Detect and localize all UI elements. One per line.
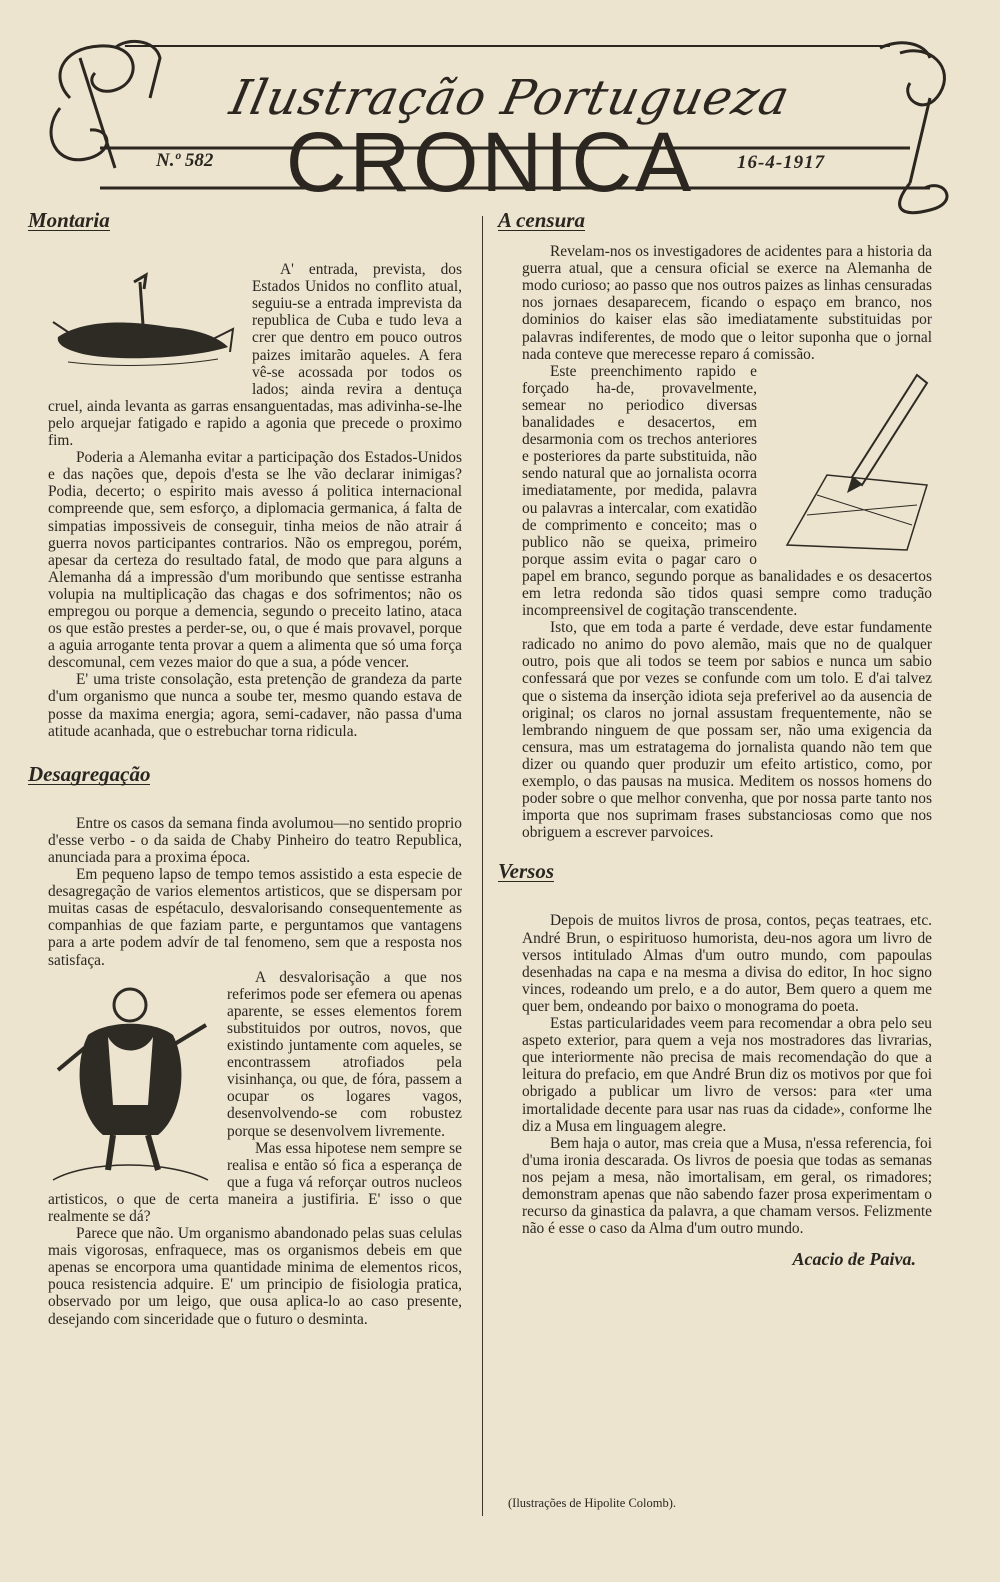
fallen-eagle-illustration — [48, 267, 238, 387]
issue-number: N.º 582 — [156, 150, 214, 171]
montaria-paragraph-2: Poderia a Alemanha evitar a participação dos Estados-Unidos e das nações que, depois d'esta se lhe vão declarar inimigas? Podia, decerto; o espirito mais avesso á politica internacional compreende que, sem esforço, a diplomacia germanica, á falta de simpatias impossiveis de conseguir, tinha meios de não atrair á guerra novos participantes contrarios. Não os empregou, porém, apesar da certeza do resultado fatal, de modo que para alguns a Alemanha dá a impressão d'um moribundo que sentisse estranha volupia na multiplicação das chagas e dos sofrimentos; não os empregou ou porque a demencia, segundo o preceito latino, ataca os que estão prestes a perder-se, ou, o que é mais provavel, porque a aguia arrogante tenta provar a quem a alimenta que só uma força descomunal, cem vezes maior do que a sua, a póde vencer. — [48, 449, 462, 672]
illustration-credits: (Ilustrações de Hipolite Colomb). — [508, 1496, 677, 1510]
desagregacao-paragraph-3 — [48, 969, 462, 1140]
desagregacao-paragraph-5: Parece que não. Um organismo abandonado pelas suas celulas mais vigorosas, enfraquece, mas os organismos debeis em que apenas se encorpora uma quantidade minima de elementos ricos, pouca resistencia adquire. E' um principio de fisiologia pratica, observado por um leigo, que ousa aplica-lo ao caso presente, desejando com sinceridade que o futuro o desminta. — [48, 1225, 462, 1328]
column-divider — [482, 216, 483, 1516]
desagregacao-paragraph-4: Mas essa hipotese nem sempre se realisa e então só fica a esperança de que a fuga vá reforçar outros nucleos artisticos, o que de certa maneira a justifiria. E' isso o que realmente se dá? — [48, 1139, 462, 1225]
versos-paragraph-1: Depois de muitos livros de prosa, contos, peças teatraes, etc. André Brun, o espirituoso humorista, deu-nos agora um livro de versos intitulado Almas d'um outro mundo, com papoulas desenhadas na capa e na mesma a divisa do editor, In hoc signo vinces, rodeando um prelo, e a do autor, Bem quero a quem me quer bem, ondeando por baixo o monograma do poeta. — [522, 912, 932, 1015]
issue-date: 16-4-1917 — [737, 152, 826, 173]
desagregacao-paragraph-1: Entre os casos da semana finda avolumou—no sentido proprio d'esse verbo - o da saida de Chaby Pinheiro do teatro Republica, anunciada para a proxima época. — [48, 814, 462, 866]
masthead-title: CRONICA — [285, 115, 695, 209]
masthead-script-title: Ilustração Portugueza — [225, 70, 795, 126]
author-signature: Acacio de Paiva. — [792, 1249, 916, 1270]
section-title-desagregacao: Desagregação — [28, 761, 151, 786]
censura-text-2: Este preenchimento rapido e forçado ha-de, provavelmente, semear no periodico diversas banalidades e desacertos, em desarmonia com os trechos anteriores e posteriores da parte substituida, não sendo natural que ao jornalista ocorra imediatamente, por medida, palavra ou palavras a intercalar, com exatidão de comprimento e conceito; mas o publico não se queixa, primeiro porque assim evita o pagar caro o papel em branco, segundo porque as banalidades e os desacertos em letra redonda são tidos quasi sempre como tradução incompreensivel de cogitação transcendente. — [522, 362, 932, 620]
censura-paragraph-1: Revelam-nos os investigadores de acidentes para a historia da guerra atual, que a censura oficial se exerce na Alemanha de modo curioso; ao passo que nos outros paizes as linhas censuradas nos jornaes desaparecem, ficando o espaço em branco, nos dominios do kaiser elas são imediatamente substituidas por palavras indiferentes, de modo que o leitor suponha que o jornal nada conteve que merecesse reparo á comissão. — [522, 243, 932, 363]
versos-paragraph-2: Estas particularidades veem para recomendar a obra pelo seu aspeto exterior, para quem a veja nos mostradores das livrarias, que interiormente não precisa de mais recomendação do que a leitura do prefacio, em que André Brun diz os motivos por que foi obrigado a publicar um livro de versos: para «ter uma imortalidade decente para usar nas ruas da cidade», conforme lhe diz a Musa em linguagem alegre. — [522, 1015, 932, 1135]
section-title-montaria: Montaria — [28, 208, 110, 232]
censura-paragraph-2 — [522, 363, 932, 619]
masthead — [30, 38, 975, 218]
pen-and-paper-illustration — [767, 365, 932, 555]
left-column — [28, 208, 462, 1328]
right-column — [498, 208, 932, 1270]
desagregacao-text-3: A desvalorisação a que nos referimos pode ser efemera ou apenas aparente, se esses elementos forem substituidos por outros, novos, que existindo juntamente com aqueles, se encontrassem atrofiados pela visinhança, ou que, de fóra, passem a ocupar os logares vagos, desenvolvendo-se com robustez porque se desenvolvem livremente. — [227, 968, 462, 1140]
montaria-text-1: A' entrada, prevista, dos Estados Unidos no conflito atual, seguiu-se a entrada imprevista da republica de Cuba e tudo leva a crer que dentro em pouco outros paizes imitarão aqueles. A fera vê-se acossada por todos os lados; ainda revira a dentuça cruel, ainda levanta as garras ensanguentadas, mas adivinha-se-lhe pelo arquejar fatigado e rapido a agonia que precede o proximo fim. — [48, 261, 462, 450]
montaria-paragraph-1 — [48, 261, 462, 449]
section-title-censura: A censura — [498, 208, 585, 232]
caricature-illustration — [48, 975, 213, 1185]
montaria-paragraph-3: E' uma triste consolação, esta pretenção de grandeza da parte d'um organismo que nunca a soube ter, mesmo quando estava de posse da maxima energia; agora, semi-cadaver, não passa d'uma atitude acanhada, que o estrebuchar torna ridicula. — [48, 671, 462, 740]
section-title-versos: Versos — [498, 859, 555, 884]
censura-paragraph-3: Isto, que em toda a parte é verdade, deve estar fundamente radicado no animo do povo alemão, mais que no de qualquer outro, pois que ali todos se teem por sabios e nunca um sabio confessará que por vezes se confunde com um tolo. E d'ai talvez que o sistema da inserção idiota seja preferivel ao da ausencia de original; os claros no jornal assustam frequentemente, não se lembrando ninguem de que possam ser, não uma exigencia da censura, mas um estratagema do jornalista quando não tem que dizer ou quando quer produzir um efeito artistico, como, por exemplo, o das pausas na musica. Meditem os nossos homens do poder sobre o que melhor convenha, que por nossa parte tanto nos importa que nos suprimam frases substanciosas como que nos obriguem a escrever parvoices. — [522, 619, 932, 842]
desagregacao-paragraph-2: Em pequeno lapso de tempo temos assistido a esta especie de desagregação de varios elementos artisticos, que se dispersam por muitas casas de espétaculo, desvalorisando consequentemente as companhias de que faziam parte, e perguntamos que vantagens para a arte podem advír de tal fenomeno, sem que a resposta nos satisfaça. — [48, 866, 462, 969]
versos-paragraph-3: Bem haja o autor, mas creia que a Musa, n'essa referencia, foi d'uma ironia descarada. Os livros de poesia que todas as semanas nos pejam a mesa, não imortalisam, em geral, os rimadores; demonstram apenas que não sabendo fazer prosa experimentam o recurso da ginastica da palavra, a que chamam versos. Felizmente não é esse o caso da Alma d'um outro mundo. — [522, 1134, 932, 1238]
